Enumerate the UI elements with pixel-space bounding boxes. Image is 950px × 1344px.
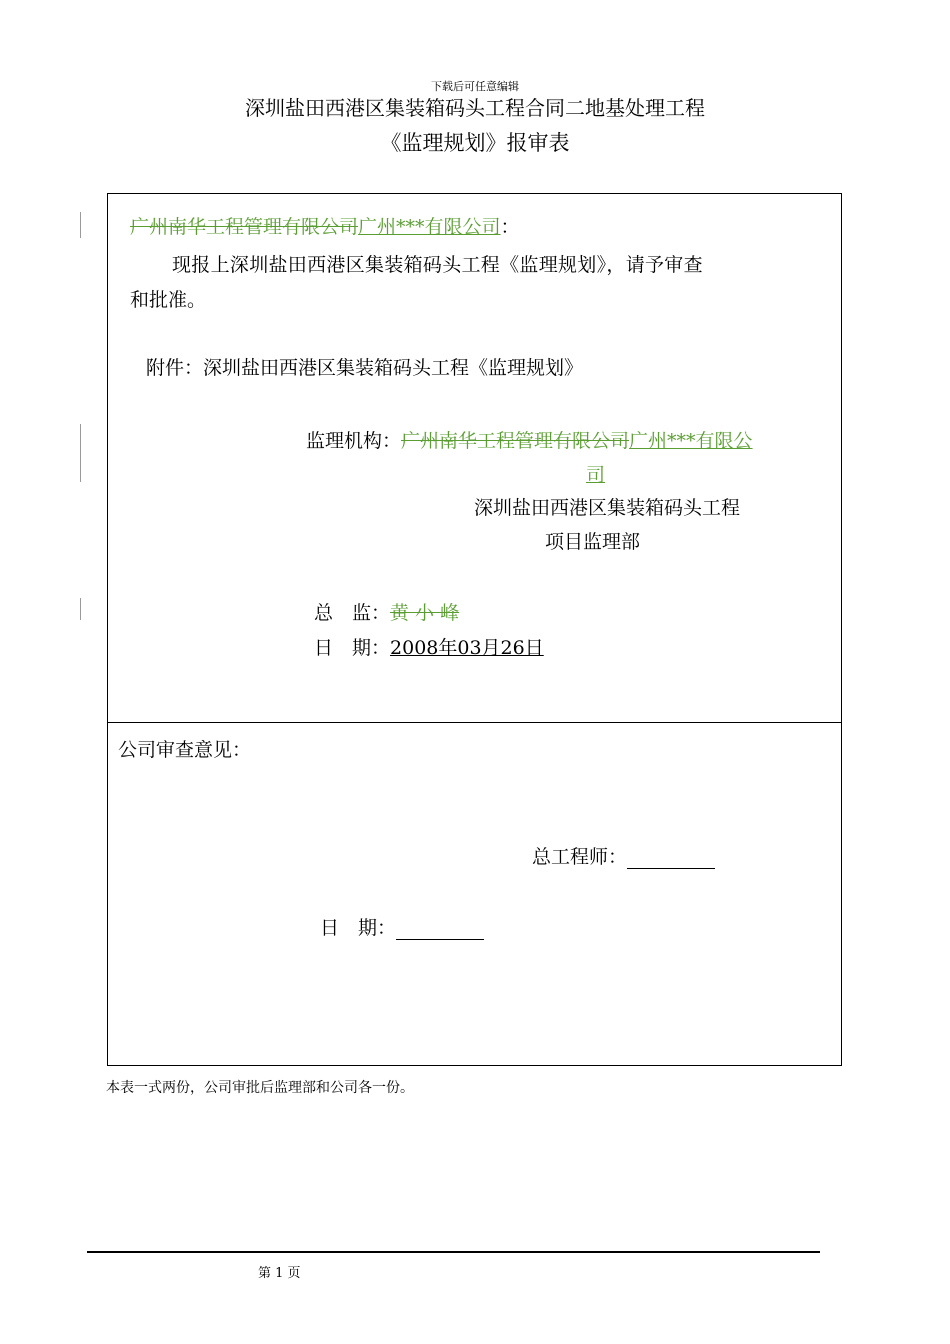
chief-engineer-blank[interactable] (627, 849, 715, 869)
project-dept-line-1: 深圳盐田西港区集装箱码头工程 (474, 497, 741, 519)
review-heading: 公司审查意见： (118, 739, 252, 761)
revision-bar (80, 598, 81, 620)
footer-rule (87, 1251, 820, 1253)
supervision-org (306, 426, 753, 453)
addressee (130, 212, 520, 239)
addressee-colon: ： (500, 216, 520, 238)
revision-bar (80, 424, 81, 482)
submit-date (314, 633, 544, 660)
inserted-org-name: 广州***有限公 (629, 430, 753, 452)
deleted-company-name: 广州南华工程管理有限公司 (130, 216, 359, 238)
project-dept-line-2: 项目监理部 (545, 531, 641, 553)
page-number: 第 1 页 (258, 1266, 301, 1281)
revision-bar (80, 212, 81, 238)
document-subtitle: 《监理规划》报审表 (380, 131, 570, 155)
chief-supervisor (314, 598, 459, 625)
org-label: 监理机构： (306, 430, 402, 452)
review-date-blank[interactable] (396, 920, 484, 940)
deleted-org-name: 广州南华工程管理有限公司 (401, 430, 630, 452)
inserted-org-name-cont: 司 (586, 464, 606, 486)
inserted-company-name: 广州***有限公司 (358, 216, 501, 238)
watermark-text: 下载后可任意编辑 (431, 80, 519, 93)
submit-date-value: 2008年03月26日 (390, 637, 544, 659)
body-line-1: 现报上深圳盐田西港区集装箱码头工程《监理规划》，请予审查 (172, 254, 703, 276)
submit-date-label: 日 期： (314, 637, 391, 659)
body-line-2: 和批准。 (130, 289, 207, 311)
table-row-divider (107, 722, 842, 723)
review-date (320, 913, 484, 940)
chief-supervisor-label: 总 监： (314, 602, 391, 624)
review-date-label: 日 期： (320, 917, 397, 939)
chief-engineer (532, 842, 715, 869)
chief-supervisor-name: 黄 小 峰 (390, 602, 460, 624)
footnote: 本表一式两份，公司审批后监理部和公司各一份。 (106, 1080, 414, 1096)
chief-engineer-label: 总工程师： (532, 846, 628, 868)
attachment-line: 附件：深圳盐田西港区集装箱码头工程《监理规划》 (146, 357, 584, 379)
document-title: 深圳盐田西港区集装箱码头工程合同二地基处理工程 (245, 96, 705, 120)
